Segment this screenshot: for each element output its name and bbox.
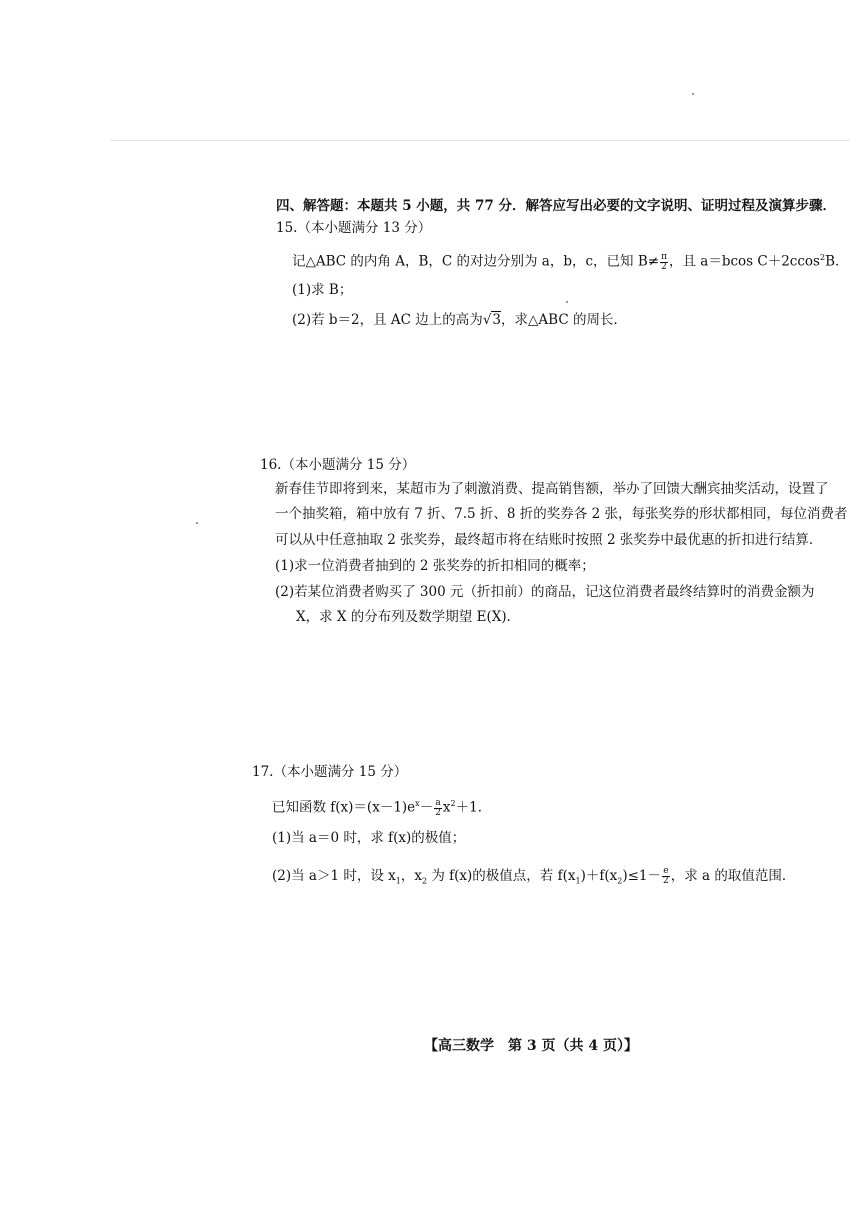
question-stem-line: 新春佳节即将到来，某超市为了刺激消费、提高销售额，举办了回馈大酬宾抽奖活动，设置了 [275,481,829,497]
exponent: 2 [820,253,826,262]
subscript: 2 [617,876,623,886]
part-text: ，求△ABC 的周长． [501,312,627,328]
question-header: 17.（本小题满分 15 分） [252,764,408,780]
question-stem-line: 一个抽奖箱，箱中放有 7 折、7.5 折、8 折的奖券各 2 张，每张奖券的形状都相同，每位消费者 [275,506,848,522]
exponent: 2 [450,799,456,808]
question-part-2: (2)若 b＝2，且 AC 边上的高为√3，求△ABC 的周长． [292,312,627,328]
page-footer: 【高三数学 第 3 页（共 4 页）】 [424,1038,638,1054]
exponent: x [415,799,420,808]
question-header: 16.（本小题满分 15 分） [260,457,416,473]
scan-speck [196,522,198,524]
fraction: $\frac{\pi}{2}$ [661,251,667,272]
fraction: $\frac{e}{2}$ [662,866,669,886]
fraction: $\frac{a}{2}$ [435,797,441,818]
subscript: 1 [395,876,401,886]
stem-text: B． [825,253,849,270]
question-part-2-cont: X，求 X 的分布列及数学期望 E(X)． [296,609,521,625]
stem-text: ，且 a＝bcos C＋2ccos [669,253,820,270]
part-text: 为 f(x)的极值点，若 f(x [427,868,576,884]
stem-text: － [419,799,434,816]
section-title: 四、解答题：本题共 5 小题，共 77 分．解答应写出必要的文字说明、证明过程及演算步骤． [276,198,836,214]
subscript: 1 [575,876,581,886]
question-stem [292,248,849,272]
scan-speck [692,93,694,95]
scan-edge-line [110,140,850,141]
subscript: 2 [421,876,428,886]
stem-text: 记△ABC 的内角 A，B，C 的对边分别为 a，b，c，已知 B≠ [292,253,660,270]
question-part-1: (1)当 a＝0 时，求 f(x)的极值； [272,830,466,846]
question-stem-line: 可以从中任意抽取 2 张奖券，最终超市将在结账时按照 2 张奖券中最优惠的折扣进行结算． [275,532,823,548]
question-part-1: (1)求一位消费者抽到的 2 张奖券的折扣相同的概率； [275,558,595,574]
part-text: )≤1－ [622,868,661,884]
stem-text: ＋1． [455,799,492,816]
part-text: (2)当 a＞1 时，设 x [272,868,396,884]
stem-text: x [442,799,451,816]
sqrt-radicand: 3 [492,312,502,328]
part-text: (2)若 b＝2，且 AC 边上的高为 [292,312,483,328]
question-part-2: (2)若某位消费者购买了 300 元（折扣前）的商品，记这位消费者最终结算时的消费金额为 [275,584,815,600]
question-stem [272,794,491,818]
stem-text: 已知函数 f(x)＝(x－1)e [272,799,416,816]
part-text: )＋f(x [580,868,618,884]
question-header: 15.（本小题满分 13 分） [276,220,432,236]
part-text: ，求 a 的取值范围． [670,868,796,884]
question-part-1: (1)求 B； [292,282,353,298]
scan-speck [566,301,568,303]
question-part-2 [272,866,795,892]
part-text: ，x [400,868,422,884]
